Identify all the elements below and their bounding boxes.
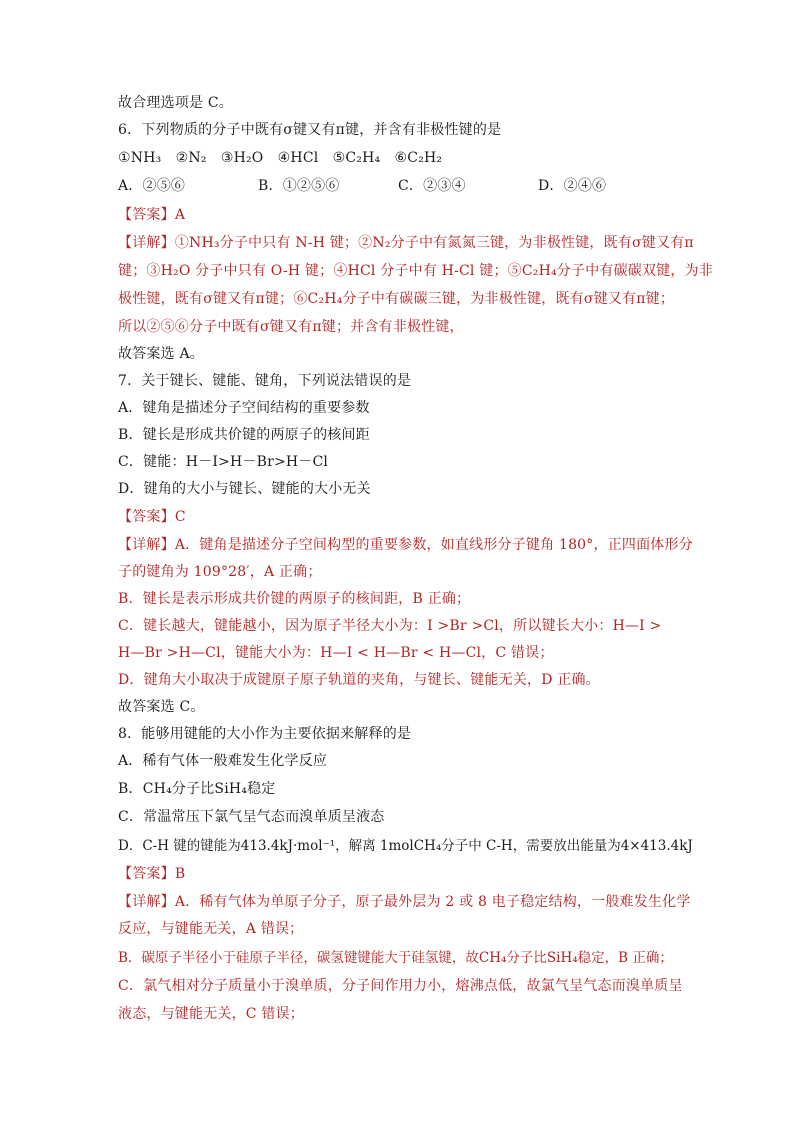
- q6-explain-line-3: 极性键，既有σ键又有π键；⑥C₂H₄分子中有碳碳三键，为非极性键，既有σ键又有π键；: [118, 291, 675, 307]
- q7-explain-line-1: [118, 535, 693, 555]
- q7-option-d: D．键角的大小与键长、键能的大小无关: [118, 481, 371, 497]
- q6-answer: [118, 205, 185, 225]
- q7-explain-line-5: H—Br >H—Cl，键能大小为：H—I < H—Br < H—Cl，C 错误；: [118, 645, 554, 661]
- q6-options: [118, 176, 606, 196]
- q7-explain-tag: 【详解】: [118, 537, 175, 553]
- q7-explain-line-4: C．键长越大，键能越小，因为原子半径大小为：I >Br >Cl，所以键长大小：H—I >: [118, 618, 662, 634]
- q8-answer: [118, 864, 185, 884]
- q8-option-a: A．稀有气体一般难发生化学反应: [118, 753, 328, 769]
- q7-stem: 7．关于键长、键能、键角，下列说法错误的是: [118, 373, 412, 389]
- q7-option-c: C．键能：H－I>H－Br>H－Cl: [118, 454, 329, 470]
- q8-explain-line-3: B．碳原子半径小于硅原子半径，碳氢键键能大于硅氢键，故CH₄分子比SiH₄稳定，B 正确；: [118, 950, 673, 966]
- q8-explain-text-1: A．稀有气体为单原子分子，原子最外层为 2 或 8 电子稳定结构，一般难发生化学: [174, 894, 691, 910]
- q7-answer-tag: 【答案】: [118, 509, 175, 525]
- q6-substances: ①NH₃ ②N₂ ③H₂O ④HCl ⑤C₂H₄ ⑥C₂H₂: [118, 150, 443, 166]
- q8-option-d: D．C-H 键的键能为413.4kJ·mol⁻¹，解离 1molCH₄分子中 C-H，需要放出能量为4×413.4kJ: [118, 838, 693, 854]
- q8-explain-line-4: C．氯气相对分子质量小于溴单质，分子间作用力小，熔沸点低，故氯气呈气态而溴单质呈: [118, 978, 683, 994]
- q6-answer-value: A: [174, 207, 186, 223]
- q8-explain-line-5: 液态，与键能无关，C 错误；: [118, 1006, 304, 1022]
- q8-explain-line-2: 反应，与键能无关，A 错误；: [118, 921, 304, 937]
- q6-explain-line-1: [118, 233, 694, 253]
- q7-option-b: B．键长是形成共价键的两原子的核间距: [118, 427, 370, 443]
- q6-explain-line-2: 键；③H₂O 分子中只有 O-H 键；④HCl 分子中有 H-Cl 键；⑤C₂H₄分子中有碳碳双键，为非: [118, 263, 714, 279]
- q7-answer: [118, 507, 186, 527]
- q6-explain-text-1: ①NH₃分子中只有 N-H 键；②N₂分子中有氮氮三键，为非极性键，既有σ键又有π: [174, 235, 694, 251]
- q7-explain-line-2: 子的键角为 109°28′，A 正确；: [118, 564, 322, 580]
- q7-explain-line-6: D．键角大小取决于成键原子原子轨道的夹角，与键长、键能无关，D 正确。: [118, 672, 600, 688]
- q6-option-b: B．①②⑤⑥: [258, 178, 340, 194]
- q8-answer-tag: 【答案】: [118, 866, 175, 882]
- q6-conclusion: 故答案选 A。: [118, 346, 204, 362]
- q6-explain-tag: 【详解】: [118, 235, 175, 251]
- q8-stem: 8．能够用键能的大小作为主要依据来解释的是: [118, 726, 412, 742]
- q8-option-c: C．常温常压下氯气呈气态而溴单质呈液态: [118, 809, 385, 825]
- q8-explain-tag: 【详解】: [118, 894, 175, 910]
- q7-explain-line-3: B．键长是表示形成共价键的两原子的核间距，B 正确；: [118, 591, 471, 607]
- q7-explain-text-1: A．键角是描述分子空间构型的重要参数，如直线形分子键角 180°，正四面体形分: [174, 537, 693, 553]
- prev-conclusion: 故合理选项是 C。: [118, 95, 233, 111]
- q8-explain-line-1: [118, 892, 691, 912]
- q6-option-c: C．②③④: [398, 178, 466, 194]
- q7-option-a: A．键角是描述分子空间结构的重要参数: [118, 400, 370, 416]
- q6-stem: 6．下列物质的分子中既有σ键又有π键，并含有非极性键的是: [118, 122, 502, 138]
- q7-answer-value: C: [174, 509, 186, 525]
- q6-answer-tag: 【答案】: [118, 207, 175, 223]
- q6-explain-line-4: 所以②⑤⑥分子中既有σ键又有π键；并含有非极性键，: [118, 319, 464, 335]
- q6-option-a: A．②⑤⑥: [118, 178, 186, 194]
- q6-option-d: D．②④⑥: [538, 178, 607, 194]
- q7-conclusion: 故答案选 C。: [118, 699, 205, 715]
- q8-answer-value: B: [174, 866, 186, 882]
- q8-option-b: B．CH₄分子比SiH₄稳定: [118, 781, 276, 797]
